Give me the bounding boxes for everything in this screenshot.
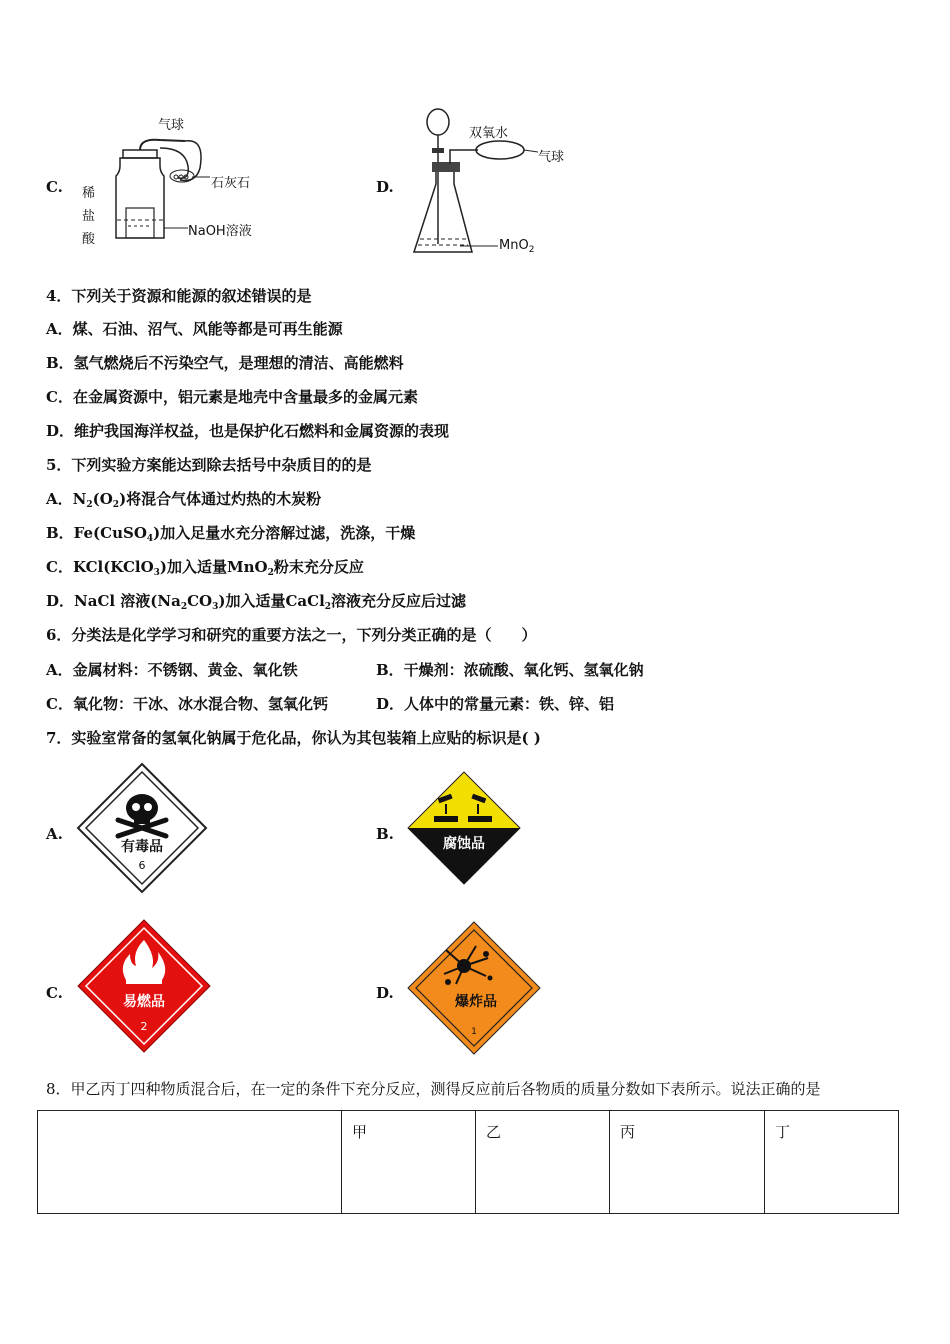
toxic-hazard-sign[interactable] bbox=[76, 762, 208, 894]
table-header-cell bbox=[38, 1111, 342, 1214]
q4-option-c[interactable]: C．在金属资源中，铝元素是地壳中含量最多的金属元素 bbox=[46, 388, 418, 406]
apparatus-c-acid-label-3: 酸 bbox=[82, 232, 96, 247]
table-header-bing: 丙 bbox=[610, 1111, 765, 1214]
q4-stem: 4．下列关于资源和能源的叙述错误的是 bbox=[46, 287, 312, 305]
q6-option-d[interactable]: D．人体中的常量元素：铁、锌、铝 bbox=[376, 695, 615, 713]
q8-stem: 8．甲乙丙丁四种物质混合后，在一定的条件下充分反应，测得反应前后各物质的质量分数如下表所示。说法正确的是 bbox=[46, 1080, 821, 1098]
apparatus-c-acid-label-1: 稀 bbox=[82, 186, 96, 201]
table-header-ding: 丁 bbox=[765, 1111, 899, 1214]
corrosive-sign-label: 腐蚀品 bbox=[443, 836, 485, 852]
apparatus-c-limestone-label: 石灰石 bbox=[211, 176, 251, 191]
apparatus-d-balloon-label: 气球 bbox=[538, 150, 565, 165]
q7-stem: 7．实验室常备的氢氧化钠属于危化品，你认为其包装箱上应贴的标识是( ) bbox=[46, 729, 541, 747]
apparatus-c-balloon-label: 气球 bbox=[158, 118, 185, 133]
q4-option-b[interactable]: B．氢气燃烧后不污染空气，是理想的清洁、高能燃料 bbox=[46, 354, 404, 372]
q6-option-c[interactable]: C．氧化物：干冰、冰水混合物、氢氧化钙 bbox=[46, 695, 328, 713]
q6-option-a[interactable]: A．金属材料：不锈钢、黄金、氧化铁 bbox=[46, 661, 298, 679]
apparatus-d-peroxide-label: 双氧水 bbox=[469, 126, 509, 141]
corrosive-hazard-sign[interactable] bbox=[406, 770, 522, 886]
table-header-jia: 甲 bbox=[342, 1111, 476, 1214]
q7-option-c-letter[interactable]: C. bbox=[46, 984, 63, 1002]
explosive-hazard-sign[interactable] bbox=[406, 920, 542, 1056]
apparatus-d-mno2-label: MnO$_2$ bbox=[499, 238, 535, 255]
q8-table bbox=[37, 1110, 899, 1214]
toxic-sign-label: 有毒品 bbox=[121, 839, 163, 855]
apparatus-c-naoh-label: NaOH溶液 bbox=[188, 224, 252, 239]
flammable-sign-label: 易燃品 bbox=[123, 994, 165, 1010]
option-c-letter: C. bbox=[46, 178, 63, 196]
table-header-yi: 乙 bbox=[476, 1111, 610, 1214]
apparatus-c-acid-label-2: 盐 bbox=[82, 209, 96, 224]
q4-option-d[interactable]: D．维护我国海洋权益，也是保护化石燃料和金属资源的表现 bbox=[46, 422, 450, 440]
option-d-letter: D. bbox=[376, 178, 394, 196]
flammable-hazard-sign[interactable] bbox=[76, 918, 212, 1054]
q6-stem: 6．分类法是化学学习和研究的重要方法之一，下列分类正确的是（ ） bbox=[46, 626, 537, 644]
toxic-sign-class: 6 bbox=[138, 859, 146, 872]
q5-option-b[interactable]: B．Fe(CuSO$_4$)加入足量水充分溶解过滤，洗涤，干燥 bbox=[46, 524, 416, 544]
q7-option-a-letter[interactable]: A. bbox=[46, 825, 63, 843]
q5-option-a[interactable]: A．$N_2(O_2)$将混合气体通过灼热的木炭粉 bbox=[46, 490, 322, 510]
flammable-sign-class: 2 bbox=[140, 1020, 148, 1033]
q5-option-c[interactable]: C．KCl(KClO$_3$)加入适量MnO$_2$粉末充分反应 bbox=[46, 558, 364, 578]
q7-option-b-letter[interactable]: B. bbox=[376, 825, 394, 843]
table-row bbox=[38, 1111, 899, 1214]
q4-option-a[interactable]: A．煤、石油、沼气、风能等都是可再生能源 bbox=[46, 320, 343, 338]
q5-option-d[interactable]: D．NaCl 溶液$(Na_2CO_3)$加入适量CaCl$_2$溶液充分反应后过滤 bbox=[46, 592, 467, 612]
q5-stem: 5．下列实验方案能达到除去括号中杂质目的的是 bbox=[46, 456, 372, 474]
q6-option-b[interactable]: B．干燥剂：浓硫酸、氧化钙、氢氧化钠 bbox=[376, 661, 644, 679]
explosive-sign-label: 爆炸品 bbox=[455, 994, 497, 1010]
explosive-sign-class: 1 bbox=[471, 1027, 477, 1037]
q7-option-d-letter[interactable]: D. bbox=[376, 984, 394, 1002]
